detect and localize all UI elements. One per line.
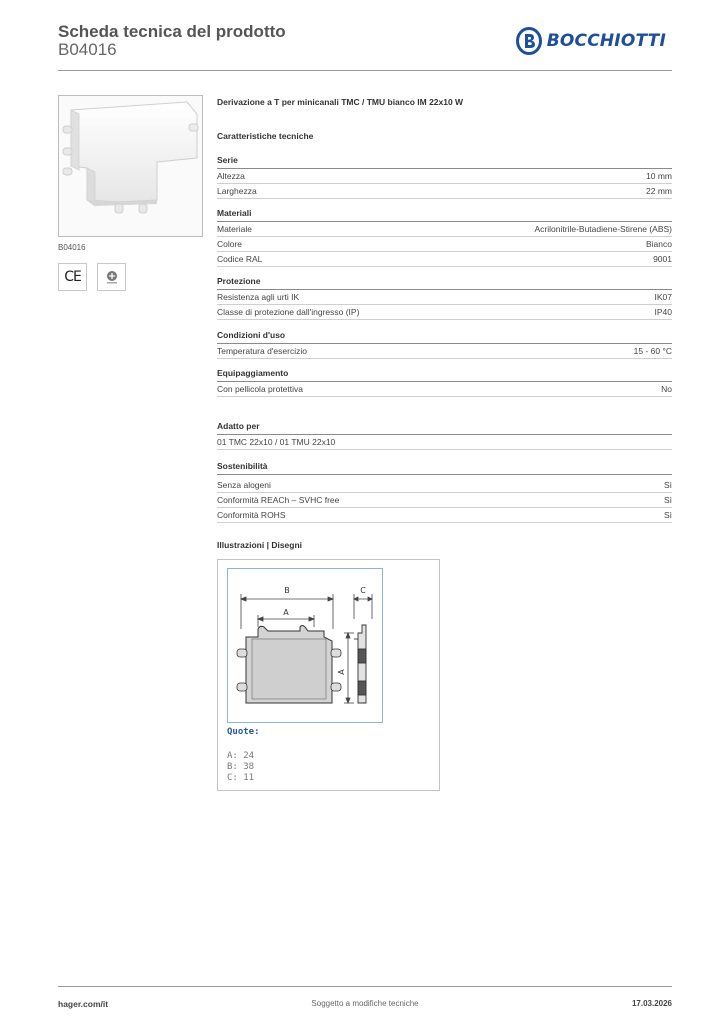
section-sostenibilita <box>217 460 672 523</box>
section-title: Materiali <box>217 207 672 222</box>
spec-row <box>217 344 672 359</box>
spec-label: Classe di protezione dall'ingresso (IP) <box>217 307 360 317</box>
spec-value: Sì <box>663 510 672 520</box>
footer-note: Soggetto a modifiche tecniche <box>311 999 419 1008</box>
page-footer <box>58 986 672 1017</box>
page-header <box>58 20 672 71</box>
spec-value: Sì <box>663 495 672 505</box>
spec-label: Con pellicola protettiva <box>217 384 303 394</box>
spec-label: Conformità ROHS <box>217 510 286 520</box>
spec-row <box>217 478 672 493</box>
quotes-title: Quote: <box>227 727 260 737</box>
spec-row <box>217 290 672 305</box>
spec-label: Altezza <box>217 171 245 181</box>
quote-a: A: 24 <box>227 751 255 761</box>
section-materiali <box>217 207 672 267</box>
spec-row <box>217 222 672 237</box>
illustrations-title: Illustrazioni | Disegni <box>217 540 303 550</box>
bocchiotti-logo-icon <box>516 27 542 55</box>
spec-label: Senza alogeni <box>217 480 271 490</box>
footer-date: 17.03.2026 <box>631 999 672 1008</box>
spec-label: Codice RAL <box>217 254 263 264</box>
spec-value: No <box>661 384 672 394</box>
technical-drawing <box>217 559 440 791</box>
bocchiotti-logo <box>516 27 666 55</box>
section-adatto-per <box>217 420 672 450</box>
product-name: Derivazione a T per minicanali TMC / TMU bianco IM 22x10 W <box>217 97 464 107</box>
footer-website-link[interactable]: hager.com/it <box>58 999 109 1009</box>
spec-value: IP40 <box>654 307 672 317</box>
section-condizioni <box>217 329 672 359</box>
spec-label: Temperatura d'esercizio <box>217 346 307 356</box>
spec-row <box>217 493 672 508</box>
section-title: Equipaggiamento <box>217 367 672 382</box>
spec-label: Larghezza <box>217 186 257 196</box>
page-title: Scheda tecnica del prodotto <box>58 22 286 41</box>
product-code: B04016 <box>58 40 117 59</box>
spec-row <box>217 169 672 184</box>
spec-label: Resistenza agli urti IK <box>217 292 300 302</box>
logo-text: BOCCHIOTTI <box>546 31 666 51</box>
spec-value: IK07 <box>654 292 672 302</box>
spec-value: 22 mm <box>646 186 672 196</box>
dimension-drawing <box>228 569 382 722</box>
section-protezione <box>217 275 672 320</box>
section-equipaggiamento <box>217 367 672 397</box>
spec-label: 01 TMC 22x10 / 01 TMU 22x10 <box>217 437 336 447</box>
image-caption: B04016 <box>58 243 86 252</box>
drawing-frame <box>227 568 383 723</box>
spec-label: Colore <box>217 239 243 249</box>
spec-row <box>217 184 672 199</box>
spec-value: Bianco <box>646 239 672 249</box>
dimension-label-b: B <box>284 586 290 595</box>
spec-row <box>217 382 672 397</box>
dimension-label-c: C <box>360 586 366 595</box>
characteristics-title: Caratteristiche tecniche <box>217 131 314 141</box>
spec-value: Sì <box>663 480 672 490</box>
product-photo <box>58 95 203 237</box>
spec-row <box>217 237 672 252</box>
spec-value: 9001 <box>653 254 672 264</box>
product-photo-illustration <box>59 96 202 236</box>
section-title: Condizioni d'uso <box>217 329 672 344</box>
spec-row <box>217 252 672 267</box>
dimension-label-a: A <box>283 608 289 617</box>
quote-c: C: 11 <box>227 773 255 783</box>
spec-value: 10 mm <box>646 171 672 181</box>
spec-value: 15 - 60 °C <box>633 346 672 356</box>
spec-row <box>217 305 672 320</box>
spec-label: Conformità REACh – SVHC free <box>217 495 340 505</box>
spec-value: Acrilonitrile-Butadiene-Stirene (ABS) <box>534 224 672 234</box>
section-title: Serie <box>217 154 672 169</box>
dimension-label-a-vertical: A <box>337 669 346 675</box>
spec-label: Materiale <box>217 224 252 234</box>
section-serie <box>217 154 672 199</box>
quote-b: B: 38 <box>227 762 255 772</box>
spec-row <box>217 435 672 450</box>
imq-mark-icon <box>97 263 126 291</box>
section-title: Sostenibilità <box>217 460 672 475</box>
spec-row <box>217 508 672 523</box>
section-title: Protezione <box>217 275 672 290</box>
ce-mark-icon: CE <box>58 263 87 291</box>
section-title: Adatto per <box>217 420 672 435</box>
